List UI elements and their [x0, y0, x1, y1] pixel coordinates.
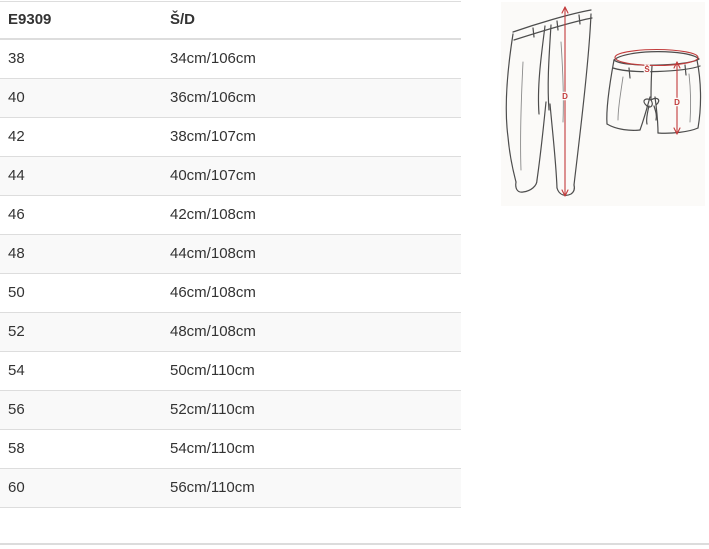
table-row [0, 274, 461, 313]
size-cell: 56 [8, 401, 25, 418]
size-cell: 46 [8, 206, 25, 223]
size-cell: 42 [8, 128, 25, 145]
measure-cell: 46cm/108cm [170, 284, 256, 301]
pants-length-label: D [562, 92, 568, 101]
size-chart-table [0, 1, 461, 508]
table-row [0, 235, 461, 274]
measure-cell: 54cm/110cm [170, 440, 255, 457]
table-row [0, 430, 461, 469]
measure-cell: 44cm/108cm [170, 245, 256, 262]
measure-cell: 52cm/110cm [170, 401, 255, 418]
table-row [0, 79, 461, 118]
header-width-length: Š/D [170, 11, 196, 28]
header-row [0, 2, 461, 40]
table-row [0, 391, 461, 430]
measure-cell: 42cm/108cm [170, 206, 256, 223]
size-cell: 54 [8, 362, 25, 379]
measure-cell: 38cm/107cm [170, 128, 256, 145]
table-row [0, 118, 461, 157]
shorts-length-measure-line [674, 62, 680, 134]
size-cell: 40 [8, 89, 25, 106]
table-row [0, 469, 461, 508]
table-row [0, 313, 461, 352]
table-row [0, 39, 461, 79]
size-cell: 52 [8, 323, 25, 340]
shorts-width-label: Š [644, 65, 650, 74]
pants-shorts-sketch [501, 2, 705, 206]
size-cell: 44 [8, 167, 25, 184]
size-cell: 48 [8, 245, 25, 262]
bottom-divider [0, 543, 709, 545]
table-row [0, 157, 461, 196]
size-chart-header [0, 2, 461, 40]
measure-cell: 40cm/107cm [170, 167, 256, 184]
size-chart-body [0, 39, 461, 508]
size-guide-diagram [501, 2, 705, 206]
size-cell: 58 [8, 440, 25, 457]
measure-cell: 50cm/110cm [170, 362, 255, 379]
measure-cell: 56cm/110cm [170, 479, 255, 496]
size-cell: 50 [8, 284, 25, 301]
size-cell: 38 [8, 50, 25, 67]
shorts-sketch [607, 52, 701, 134]
shorts-length-label: D [674, 98, 680, 107]
size-cell: 60 [8, 479, 25, 496]
pants-sketch [506, 10, 592, 195]
measure-cell: 34cm/106cm [170, 50, 256, 67]
table-row [0, 196, 461, 235]
measure-cell: 36cm/106cm [170, 89, 256, 106]
header-product-code: E9309 [8, 11, 52, 28]
table-row [0, 352, 461, 391]
measure-cell: 48cm/108cm [170, 323, 256, 340]
